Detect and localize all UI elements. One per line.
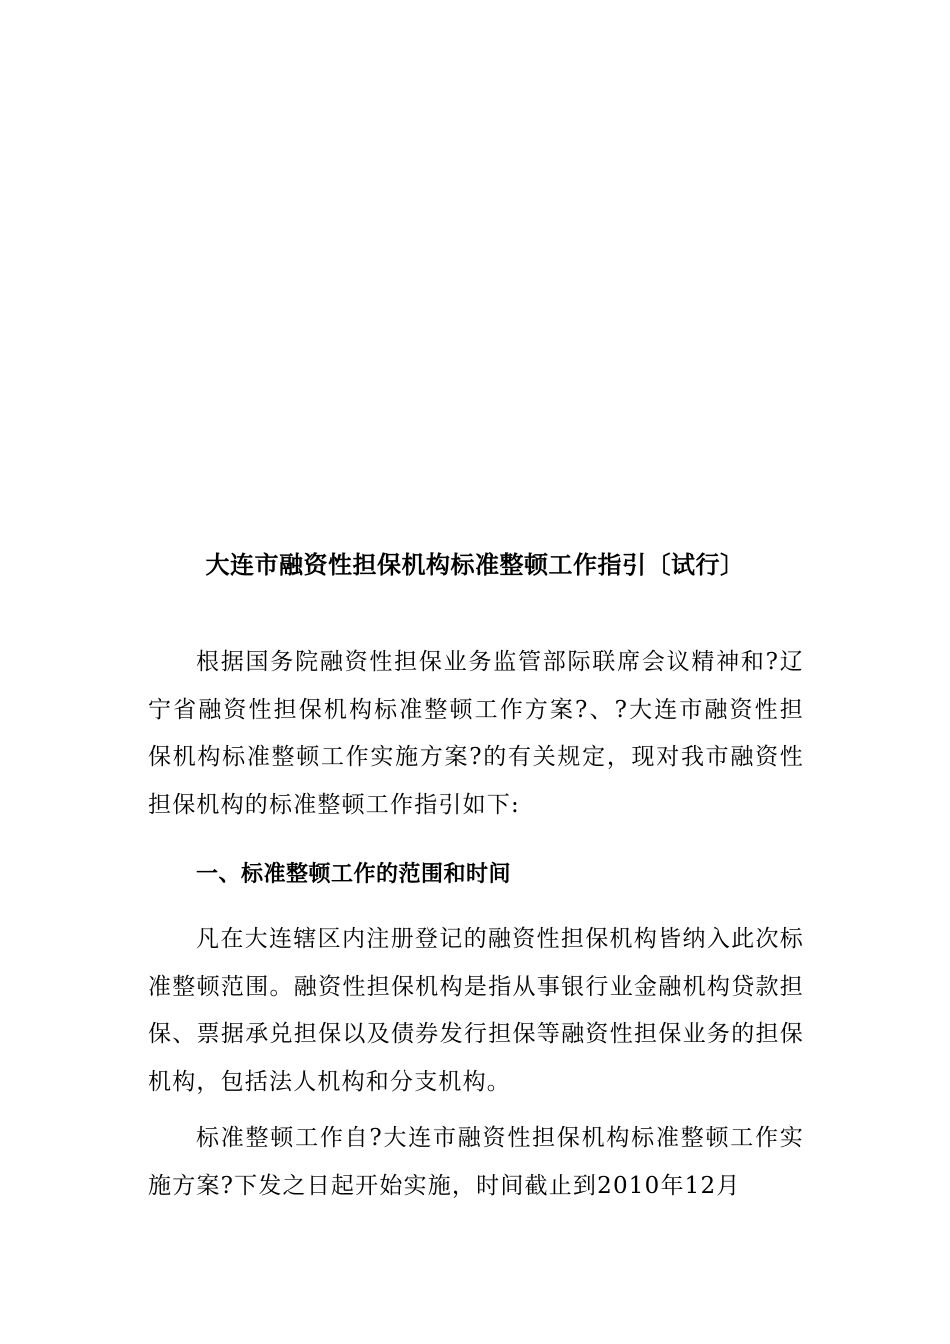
intro-paragraph: 根据国务院融资性担保业务监管部际联席会议精神和?辽宁省融资性担保机构标准整顿工作方案?、?大连市融资性担保机构标准整顿工作实施方案?的有关规定，现对我市融资性担保机构的标准整顿工作指引如下: — [148, 649, 804, 818]
timeline-paragraph: 标准整顿工作自?大连市融资性担保机构标准整顿工作实施方案?下发之日起开始实施，时间截止到2010年12月 — [148, 1125, 804, 1199]
section-heading: 一、标准整顿工作的范围和时间 — [196, 862, 512, 887]
document-title: 大连市融资性担保机构标准整顿工作指引〔试行〕 — [205, 551, 745, 579]
scope-paragraph: 凡在大连辖区内注册登记的融资性担保机构皆纳入此次标准整顿范围。融资性担保机构是指从事银行业金融机构贷款担保、票据承兑担保以及债券发行担保等融资性担保业务的担保机构，包括法人机构和分支机构。 — [148, 926, 804, 1095]
